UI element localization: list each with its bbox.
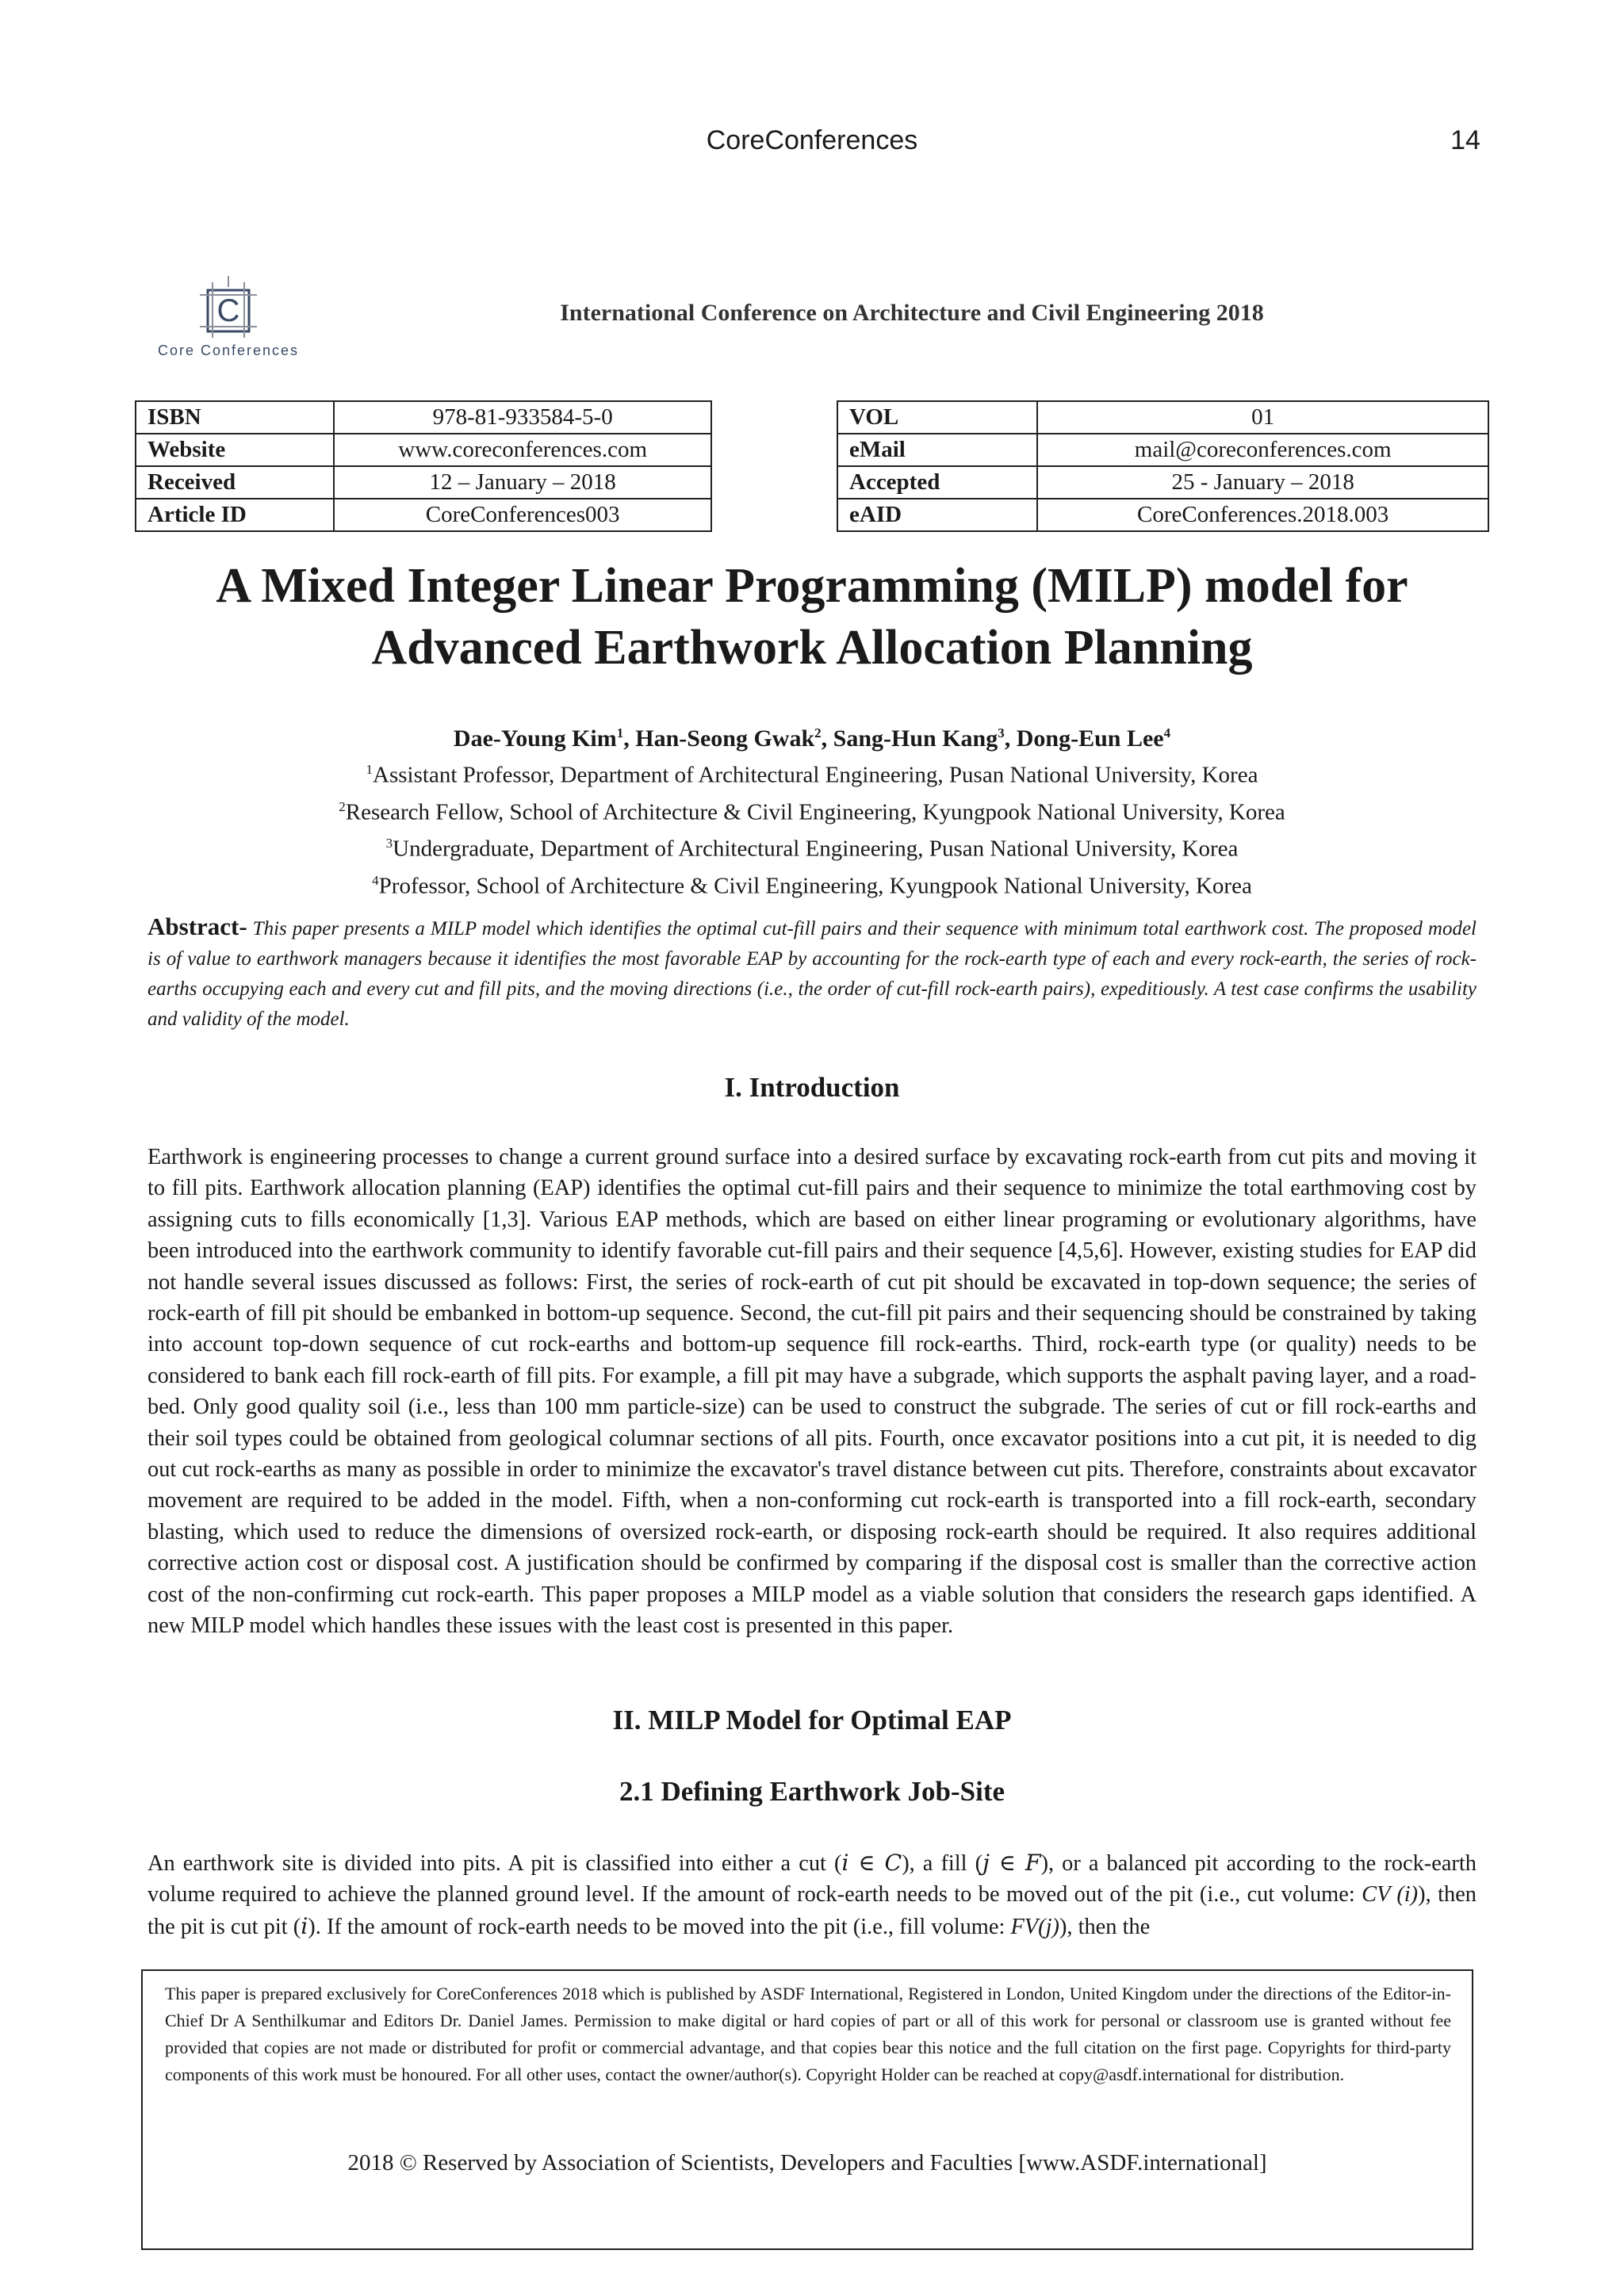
email-label: eMail [837, 434, 1037, 466]
math-fill-volume: FV(j) [1010, 1914, 1059, 1939]
website-value[interactable]: www.coreconferences.com [334, 434, 711, 466]
math-cut-set: i ∈ C [841, 1850, 902, 1876]
paper-title-line1: A Mixed Integer Linear Programming (MILP) model for [216, 559, 1408, 613]
vol-label: VOL [837, 401, 1037, 434]
author-separator: , [821, 725, 833, 752]
received-label: Received [136, 466, 334, 499]
table-row [837, 466, 1488, 499]
author-name: Dae-Young Kim [453, 725, 617, 752]
accepted-value: 25 - January – 2018 [1037, 466, 1488, 499]
authors-block [119, 718, 1505, 902]
received-value: 12 – January – 2018 [334, 466, 711, 499]
eaid-label: eAID [837, 499, 1037, 531]
vol-value: 01 [1037, 401, 1488, 434]
text-run: ), then the pit is cut pit ( [147, 1882, 1477, 1939]
subsection-heading-job-site: 2.1 Defining Earthwork Job-Site [619, 1776, 1005, 1807]
text-run: ). If the amount of rock-earth needs to be moved into the pit (i.e., fill volume: [308, 1914, 1011, 1939]
permission-notice: This paper is prepared exclusively for CoreConferences 2018 which is published by ASDF International, Registered in London, United Kingdom under the directions of the Editor-in-Chief Dr A Senthilkumar and Editors Dr. Daniel James. Permission to make digital or hard copies of part or all of this work for personal or classroom use is granted without fee provided that copies are not made or distributed for profit or commercial advantage, and that copies bear this notice and the full citation on the first page. Copyrights for third-party components of this work must be honoured. For all other uses, contact the owner/author(s). Copyright Holder can be reached at copy@asdf.international for distribution. [165, 1984, 1451, 2084]
math-cut-pit: i [301, 1912, 308, 1939]
author-sup: 2 [814, 725, 822, 740]
accepted-label: Accepted [837, 466, 1037, 499]
eaid-value: CoreConferences.2018.003 [1037, 499, 1488, 531]
logo-letter: C [216, 293, 240, 328]
running-header-title: CoreConferences [706, 125, 918, 155]
abstract [147, 912, 1477, 1035]
author-sup: 3 [998, 725, 1005, 740]
table-row [136, 466, 711, 499]
math-cut-volume: CV (i) [1362, 1882, 1419, 1908]
logo-wordmark: Core Conferences [157, 342, 300, 358]
math-fill-set: j ∈ F [982, 1850, 1041, 1876]
article-id-value: CoreConferences003 [334, 499, 711, 531]
text-run: ), a fill ( [902, 1851, 983, 1876]
author-sup: 4 [1163, 725, 1171, 740]
author-separator: , [623, 725, 636, 752]
article-info-table-right [837, 400, 1489, 532]
paper-title [103, 555, 1521, 679]
page-number: 14 [1450, 125, 1480, 155]
isbn-label: ISBN [136, 401, 334, 434]
affiliation-sup: 1 [366, 762, 373, 777]
table-row [837, 401, 1488, 434]
author-name: Dong-Eun Lee [1016, 725, 1164, 752]
text-run: ), then the [1059, 1914, 1151, 1939]
section-heading-introduction: I. Introduction [724, 1072, 900, 1103]
affiliation [119, 865, 1505, 902]
affiliation-sup: 4 [372, 872, 379, 888]
author-name: Sang-Hun Kang [833, 725, 998, 752]
affiliation [119, 791, 1505, 828]
author-names [119, 718, 1505, 754]
affiliation [119, 754, 1505, 791]
email-value[interactable]: mail@coreconferences.com [1037, 434, 1488, 466]
affiliation [119, 828, 1505, 865]
website-label: Website [136, 434, 334, 466]
isbn-value: 978-81-933584-5-0 [334, 401, 711, 434]
author-name: Han-Seong Gwak [635, 725, 815, 752]
table-row [136, 499, 711, 531]
table-row [837, 499, 1488, 531]
abstract-text: This paper presents a MILP model which identifies the optimal cut-fill pairs and their sequence with minimum total earthwork cost. The proposed model is of value to earthwork managers because it identifies the most favorable EAP by accounting for the rock-earth type of each and every rock-earth, the series of rock-earths occupying each and every cut and fill pits, and the moving directions (i.e., the order of cut-fill rock-earth pairs), expeditiously. A test case confirms the usability and validity of the model. [147, 918, 1477, 1030]
author-sup: 1 [616, 725, 624, 740]
table-row [136, 434, 711, 466]
section-heading-milp-model: II. MILP Model for Optimal EAP [612, 1705, 1012, 1735]
table-row [136, 401, 711, 434]
text-run: An earthwork site is divided into pits. A pit is classified into either a cut ( [147, 1851, 842, 1876]
table-row [837, 434, 1488, 466]
abstract-label: Abstract- [147, 913, 247, 940]
affiliation-text: Research Fellow, School of Architecture & Civil Engineering, Kyungpook National University, Korea [345, 799, 1285, 825]
job-site-paragraph [147, 1847, 1477, 1942]
affiliation-text: Undergraduate, Department of Architectural Engineering, Pusan National University, Korea [393, 836, 1239, 862]
paper-title-line2: Advanced Earthwork Allocation Planning [371, 621, 1253, 675]
copyright-line: 2018 © Reserved by Association of Scientists, Developers and Faculties [www.ASDF.international] [347, 2150, 1267, 2175]
affiliation-text: Assistant Professor, Department of Architectural Engineering, Pusan National University, Korea [373, 762, 1258, 788]
article-info-table-left [135, 400, 712, 532]
affiliation-sup: 2 [339, 798, 346, 814]
author-separator: , [1004, 725, 1017, 752]
affiliation-sup: 3 [385, 836, 393, 851]
conference-title: International Conference on Architecture and Civil Engineering 2018 [560, 300, 1264, 326]
text-run: ), or a balanced pit according to the rock-earth volume required to achieve the planned ground level. If the amount of rock-earth needs to be moved out of the pit (i.e., cut volume: [147, 1851, 1477, 1908]
affiliation-text: Professor, School of Architecture & Civil Engineering, Kyungpook National University, Korea [378, 873, 1252, 899]
introduction-paragraph: Earthwork is engineering processes to change a current ground surface into a desired surface by excavating rock-earth from cut pits and moving it to fill pits. Earthwork allocation planning (EAP) identifies the optimal cut-fill pairs and their sequence to minimize the total earthmoving cost by assigning cuts to fills economically [1,3]. Various EAP methods, which are based on either linear programing or evolutionary algorithms, have been introduced into the earthwork community to identify favorable cut-fill pairs and their sequence [4,5,6]. However, existing studies for EAP did not handle several issues discussed as follows: First, the series of rock-earth of cut pit should be excavated in top-down sequence; the series of rock-earth of fill pit should be embanked in bottom-up sequence. Second, the cut-fill pit pairs and their sequencing should be constrained by taking into account top-down sequence of cut rock-earths and bottom-up sequence fill rock-earths. Third, rock-earth type (or quality) needs to be considered to bank each fill rock-earth of fill pits. For example, a fill pit may have a subgrade, which supports the asphalt paving layer, and a road-bed. Only good quality soil (i.e., less than 100 mm particle-size) can be used to construct the subgrade. The series of cut or fill rock-earths and their soil types could be obtained from geological columnar sections of all pits. Fourth, once excavator positions into a cut pit, it is needed to dig out cut rock-earths as many as possible in order to minimize the excavator's travel distance between cut pits. Therefore, constraints about excavator movement are required to be added in the model. Fifth, when a non-conforming cut rock-earth is transported into a fill rock-earth, secondary blasting, which used to reduce the dimensions of oversized rock-earth, or disposing rock-earth should be required. It also requires additional corrective action cost or disposal cost. A justification should be confirmed by comparing if the disposal cost is smaller than the corrective action cost of the non-confirming cut rock-earth. This paper proposes a MILP model as a viable solution that considers the research gaps identified. A new MILP model which handles these issues with the least cost is presented in this paper. [147, 1145, 1477, 1639]
article-id-label: Article ID [136, 499, 334, 531]
